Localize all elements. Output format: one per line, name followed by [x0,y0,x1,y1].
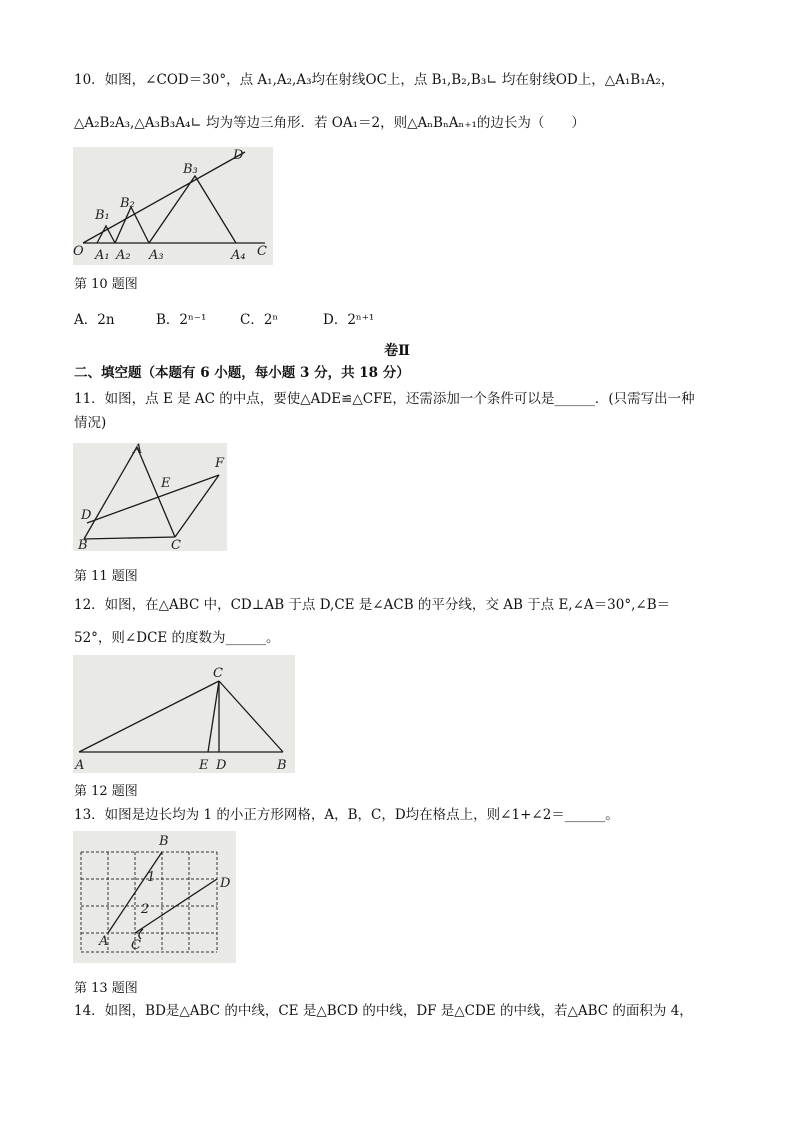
q10-label-o: O [73,244,84,259]
q11-label-a: A [133,443,143,457]
q13-label-b: B [159,834,169,849]
q12-figure [73,655,295,773]
q13-label-angle1: 1 [147,870,156,885]
q10-label-c: C [257,244,267,259]
q10-option-c[interactable]: C．2ⁿ [240,312,279,328]
section-title: 卷Ⅱ [384,343,410,359]
q11-label-b: B [78,538,88,551]
q10-label-a2: A₂ [116,248,131,263]
q11-text-line2: 情况) [74,415,107,431]
q10-label-b3: B₃ [183,162,198,177]
q12-label-a: A [75,758,85,773]
q10-label-b2: B₂ [120,196,135,211]
q10-label-b1: B₁ [95,208,110,223]
q11-label-c: C [171,538,181,551]
section2-heading: 二、填空题（本题有 6 小题，每小题 3 分，共 18 分） [74,365,410,381]
q12-label-b: B [277,758,287,773]
q11-caption: 第 11 题图 [74,569,138,584]
q12-label-c: C [213,666,223,681]
q12-text-line1: 12．如图，在△ABC 中，CD⊥AB 于点 D,CE 是∠ACB 的平分线，交 AB 于点 E,∠A＝30°,∠B＝ [74,597,671,613]
q13-label-d: D [220,876,231,891]
q13-text-line1: 13．如图是边长均为 1 的小正方形网格，A，B，C，D均在格点上，则∠1+∠2＝______。 [74,807,619,823]
q10-option-b[interactable]: B．2ⁿ⁻¹ [156,312,207,328]
q10-label-a1: A₁ [95,248,110,263]
q13-figure [73,831,236,963]
q10-text-line2: △A₂B₂A₃,△A₃B₃A₄∟ 均为等边三角形．若 OA₁＝2，则△AₙBₙAₙ₊₁的边长为（ ） [74,115,585,131]
q11-figure [73,443,227,551]
q12-label-e: E [199,758,209,773]
q13-caption: 第 13 题图 [74,981,138,996]
q12-caption: 第 12 题图 [74,784,138,799]
q11-label-f: F [215,456,225,471]
q13-label-a: A [99,934,109,949]
q14-text-line1: 14．如图，BD是△ABC 的中线，CE 是△BCD 的中线，DF 是△CDE 的中线，若△ABC 的面积为 4， [74,1003,693,1019]
q10-label-d: D [233,148,244,163]
q10-figure [73,147,273,265]
q10-label-a3: A₃ [149,248,164,263]
q12-text-line2: 52°，则∠DCE 的度数为______。 [74,630,280,646]
q13-label-angle2: 2 [141,902,150,917]
q11-text-line1: 11．如图，点 E 是 AC 的中点，要使△ADE≌△CFE，还需添加一个条件可以是______．(只需写出一种 [74,391,695,407]
q10-option-d[interactable]: D．2ⁿ⁺¹ [323,312,375,328]
q10-option-a[interactable]: A．2n [74,312,115,328]
q11-label-e: E [161,476,171,491]
q10-text-line1: 10．如图，∠COD＝30°，点 A₁,A₂,A₃均在射线OC上，点 B₁,B₂,B₃∟ 均在射线OD上，△A₁B₁A₂， [74,72,675,88]
q10-label-a4: A₄ [231,248,246,263]
q10-caption: 第 10 题图 [74,277,138,292]
q12-label-d: D [216,758,227,773]
q11-label-d: D [81,508,92,523]
q13-label-c: C [131,938,141,953]
